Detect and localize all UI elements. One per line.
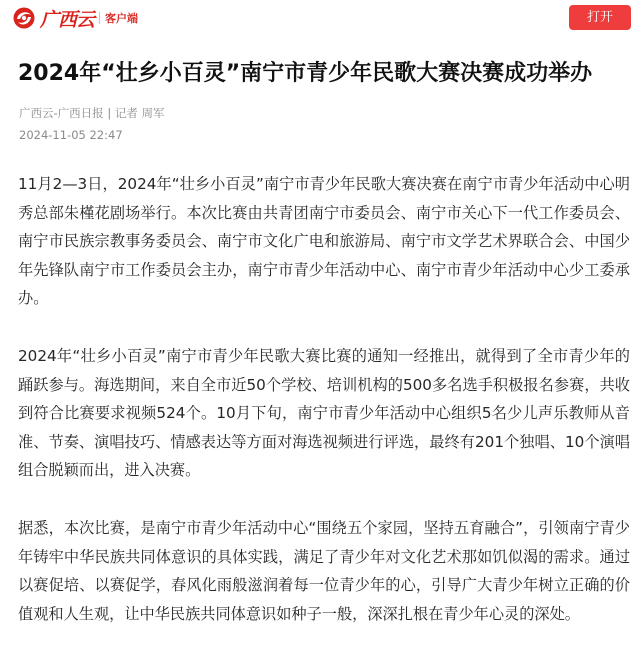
- article-paragraph: 据悉，本次比赛，是南宁市青少年活动中心“围绕五个家园，坚持五育融合”，引领南宁青少年铸牢中华民族共同体意识的具体实践，满足了青少年对文化艺术那如饥似渴的需求。通过以赛促培、以赛促学，春风化雨般滋润着每一位青少年的心，引导广大青少年树立正确的价值观和人生观，让中华民族共同体意识如种子一般，深深扎根在青少年心灵的深处。: [18, 518, 630, 623]
- top-bar: [0, 0, 643, 36]
- article-title: 2024年“壮乡小百灵”南宁市青少年民歌大赛决赛成功举办: [18, 61, 593, 86]
- logo-subtitle: 客户端: [105, 12, 139, 25]
- article-byline: [19, 105, 165, 121]
- article-body: [18, 170, 630, 657]
- article-paragraph: 2024年“壮乡小百灵”南宁市青少年民歌大赛比赛的通知一经推出，就得到了全市青少年的踊跃参与。海选期间，来自全市近50个学校、培训机构的500多名选手积极报名参赛，共收到符合比赛要求视频524个。10月下旬，南宁市青少年活动中心组织5名少儿声乐教师从音准、节奏、演唱技巧、情感表达等方面对海选视频进行评选，最终有201个独唱、10个演唱组合脱颖而出，进入决赛。: [18, 346, 630, 480]
- logo-swirl-icon: [12, 6, 36, 30]
- logo-name: 广西云: [40, 8, 95, 31]
- open-app-button[interactable]: 打开: [569, 5, 631, 30]
- article-date: 2024-11-05 22:47: [19, 128, 123, 142]
- article-reporter: 记者 周军: [114, 106, 165, 120]
- article-source: 广西云-广西日报: [19, 106, 104, 120]
- logo-divider: [99, 12, 100, 24]
- app-logo[interactable]: [12, 5, 138, 31]
- article-paragraph: 11月2—3日，2024年“壮乡小百灵”南宁市青少年民歌大赛决赛在南宁市青少年活动中心明秀总部朱槿花剧场举行。本次比赛由共青团南宁市委员会、南宁市关心下一代工作委员会、南宁市民族宗教事务委员会、南宁市文化广电和旅游局、南宁市文学艺术界联合会、中国少年先锋队南宁市工作委员会主办，南宁市青少年活动中心、南宁市青少年活动中心少工委承办。: [18, 175, 630, 308]
- byline-separator: |: [107, 106, 115, 120]
